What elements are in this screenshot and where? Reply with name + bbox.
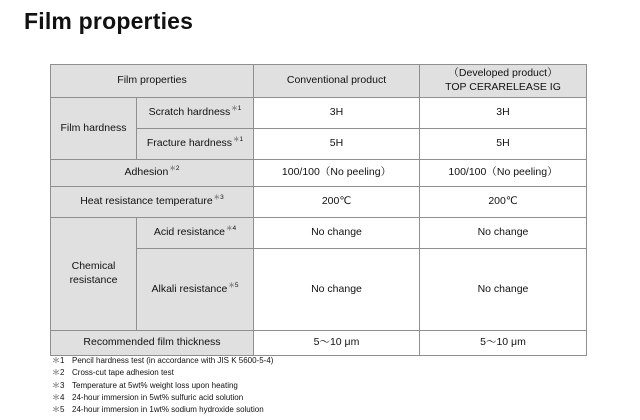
footnote-5: [52, 404, 273, 416]
footnote-mark: ＊3: [52, 380, 65, 390]
page-title: Film properties: [24, 8, 194, 34]
cell-fracture-developed: 5H: [420, 129, 587, 160]
header-developed-line1: （Developed product）: [448, 67, 558, 80]
footnote-3: [52, 380, 273, 392]
footnote-ref: ＊1: [231, 105, 242, 113]
table-row: [51, 187, 587, 218]
chemical-line2: resistance: [69, 274, 118, 286]
footnote-ref: ＊3: [213, 194, 224, 202]
footnote-ref: ＊2: [169, 165, 180, 173]
cell-acid-conventional: No change: [254, 218, 420, 249]
header-developed-line2: TOP CERARELEASE IG: [445, 81, 561, 93]
cell-thickness-conventional: 5～10 μm: [254, 331, 420, 356]
cell-scratch-conventional: 3H: [254, 98, 420, 129]
cell-heat-developed: 200℃: [420, 187, 587, 218]
row-label-scratch: [137, 98, 254, 129]
footnote-ref: ＊4: [226, 225, 237, 233]
adhesion-label: Adhesion: [124, 166, 169, 179]
footnotes: [52, 355, 273, 416]
cell-adhesion-developed: 100/100（No peeling）: [420, 160, 587, 187]
table-row: [51, 331, 587, 356]
cell-acid-developed: No change: [420, 218, 587, 249]
header-film-properties: Film properties: [51, 65, 254, 98]
row-label-thickness: Recommended film thickness: [51, 331, 254, 356]
row-label-heat: [51, 187, 254, 218]
row-label-fracture: [137, 129, 254, 160]
cell-scratch-developed: 3H: [420, 98, 587, 129]
header-developed: [420, 65, 587, 98]
cell-thickness-developed: 5～10 μm: [420, 331, 587, 356]
group-film-hardness: Film hardness: [51, 98, 137, 160]
footnote-mark: ＊4: [52, 392, 65, 402]
footnote-mark: ＊5: [52, 405, 65, 415]
footnote-4: [52, 392, 273, 404]
footnote-text: 24-hour immersion in 5wt% sulfuric acid solution: [72, 392, 244, 402]
table-row: [51, 218, 587, 249]
row-label-acid: [137, 218, 254, 249]
table-header-row: [51, 65, 587, 98]
cell-fracture-conventional: 5H: [254, 129, 420, 160]
cell-alkali-developed: No change: [420, 249, 587, 331]
cell-adhesion-conventional: 100/100（No peeling）: [254, 160, 420, 187]
header-conventional: Conventional product: [254, 65, 420, 98]
film-properties-table: [50, 64, 587, 356]
scratch-label: Scratch hardness: [148, 106, 231, 119]
row-label-adhesion: [51, 160, 254, 187]
heat-label: Heat resistance temperature: [80, 195, 213, 208]
fracture-label: Fracture hardness: [146, 137, 233, 150]
footnote-ref: ＊5: [228, 281, 239, 289]
acid-label: Acid resistance: [153, 226, 226, 239]
footnote-text: Pencil hardness test (in accordance with JIS K 5600-5-4): [72, 356, 274, 365]
cell-alkali-conventional: No change: [254, 249, 420, 331]
footnote-ref: ＊1: [233, 136, 244, 144]
cell-heat-conventional: 200℃: [254, 187, 420, 218]
footnote-mark: ＊1: [52, 356, 65, 365]
group-chemical-resistance: [51, 218, 137, 331]
chemical-line1: Chemical: [71, 260, 116, 273]
table-row: [51, 160, 587, 187]
footnote-text: Cross-cut tape adhesion test: [72, 368, 174, 378]
footnote-1: [52, 355, 273, 367]
footnote-2: [52, 367, 273, 379]
row-label-alkali: [137, 249, 254, 331]
table-row: [51, 98, 587, 129]
footnote-mark: ＊2: [52, 368, 65, 378]
footnote-text: Temperature at 5wt% weight loss upon heating: [72, 380, 238, 390]
alkali-label: Alkali resistance: [151, 282, 228, 295]
footnote-text: 24-hour immersion in 1wt% sodium hydroxide solution: [72, 405, 264, 415]
